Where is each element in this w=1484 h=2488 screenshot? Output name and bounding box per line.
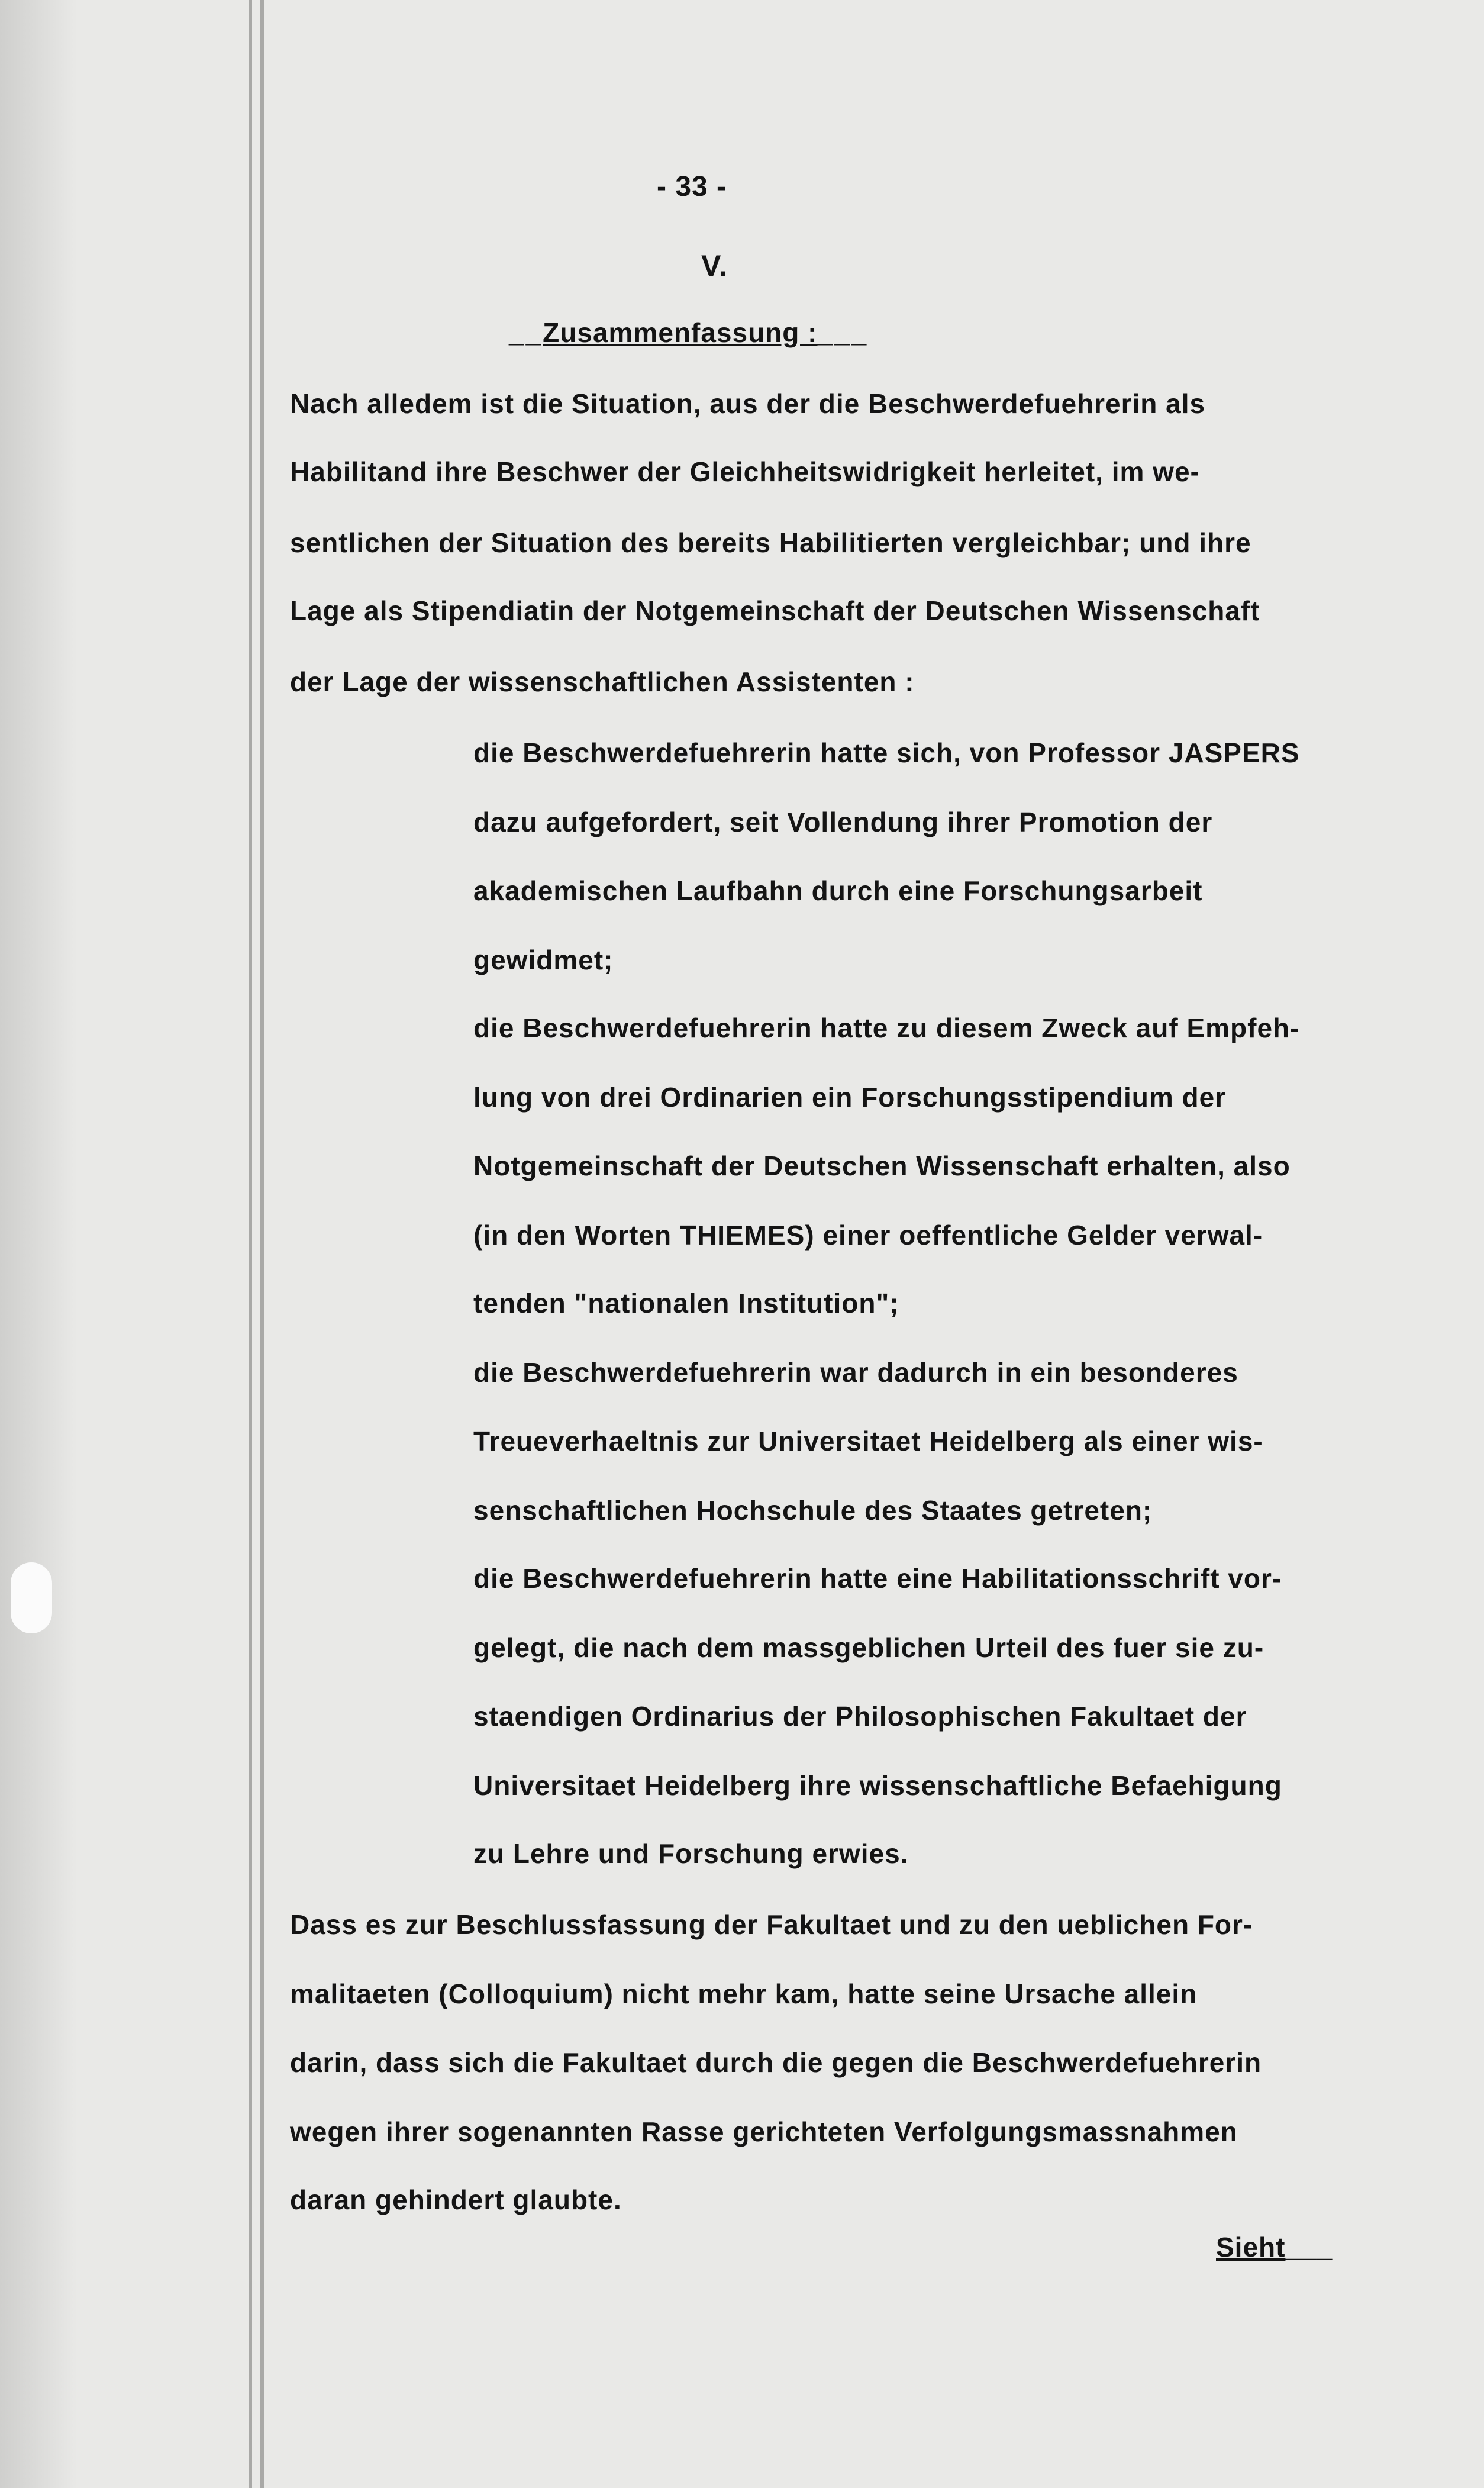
point-line: Universitaet Heidelberg ihre wissenschaftliche Befaehigung (473, 1770, 1282, 1801)
closing-underline: ___ (1285, 2232, 1333, 2263)
point-line: zu Lehre und Forschung erwies. (473, 1838, 909, 1869)
intro-line: der Lage der wissenschaftlichen Assistenten : (290, 666, 915, 697)
point-line: staendigen Ordinarius der Philosophischen Fakultaet der (473, 1701, 1247, 1732)
intro-line: sentlichen der Situation des bereits Habilitierten vergleichbar; und ihre (290, 527, 1251, 558)
heading-underline-right: ___ (817, 317, 869, 348)
left-edge-shadow (0, 0, 77, 2488)
point-line: gewidmet; (473, 945, 614, 975)
conclusion-line: wegen ihrer sogenannten Rasse gerichteten Verfolgungsmassnahmen (290, 2116, 1238, 2147)
intro-line: Lage als Stipendiatin der Notgemeinschaft der Deutschen Wissenschaft (290, 595, 1260, 626)
point-line: Notgemeinschaft der Deutschen Wissenschaft erhalten, also (473, 1150, 1291, 1181)
heading-underline-left: __ (509, 317, 543, 348)
intro-line: Habilitand ihre Beschwer der Gleichheitswidrigkeit herleitet, im we- (290, 456, 1200, 487)
margin-line-outer (249, 0, 252, 2488)
closing-word (1216, 2231, 1333, 2263)
point-line: lung von drei Ordinarien ein Forschungsstipendium der (473, 1082, 1227, 1113)
margin-line-inner (260, 0, 264, 2488)
point-line: die Beschwerdefuehrerin hatte sich, von Professor JASPERS (473, 737, 1300, 768)
point-line: die Beschwerdefuehrerin hatte zu diesem Zweck auf Empfeh- (473, 1013, 1300, 1043)
point-line: Treueverhaeltnis zur Universitaet Heidelberg als einer wis- (473, 1426, 1263, 1456)
point-line: gelegt, die nach dem massgeblichen Urteil des fuer sie zu- (473, 1632, 1264, 1663)
section-number: V. (701, 249, 728, 282)
point-line: dazu aufgefordert, seit Vollendung ihrer Promotion der (473, 807, 1213, 837)
conclusion-line: darin, dass sich die Fakultaet durch die gegen die Beschwerdefuehrerin (290, 2047, 1262, 2078)
heading-text: Zusammenfassung : (543, 317, 818, 348)
point-line: senschaftlichen Hochschule des Staates getreten; (473, 1495, 1153, 1526)
closing-word-text: Sieht (1216, 2232, 1286, 2263)
conclusion-line: Dass es zur Beschlussfassung der Fakultaet und zu den ueblichen For- (290, 1909, 1253, 1940)
section-heading (509, 317, 868, 349)
conclusion-line: daran gehindert glaubte. (290, 2184, 622, 2215)
point-line: (in den Worten THIEMES) einer oeffentliche Gelder verwal- (473, 1220, 1263, 1251)
conclusion-line: malitaeten (Colloquium) nicht mehr kam, hatte seine Ursache allein (290, 1978, 1198, 2009)
punch-hole (11, 1562, 52, 1633)
intro-line: Nach alledem ist die Situation, aus der die Beschwerdefuehrerin als (290, 388, 1206, 419)
page-number: - 33 - (657, 171, 727, 202)
point-line: tenden "nationalen Institution"; (473, 1288, 899, 1319)
point-line: die Beschwerdefuehrerin war dadurch in ein besonderes (473, 1357, 1238, 1388)
point-line: die Beschwerdefuehrerin hatte eine Habilitationsschrift vor- (473, 1563, 1282, 1594)
point-line: akademischen Laufbahn durch eine Forschungsarbeit (473, 875, 1203, 906)
